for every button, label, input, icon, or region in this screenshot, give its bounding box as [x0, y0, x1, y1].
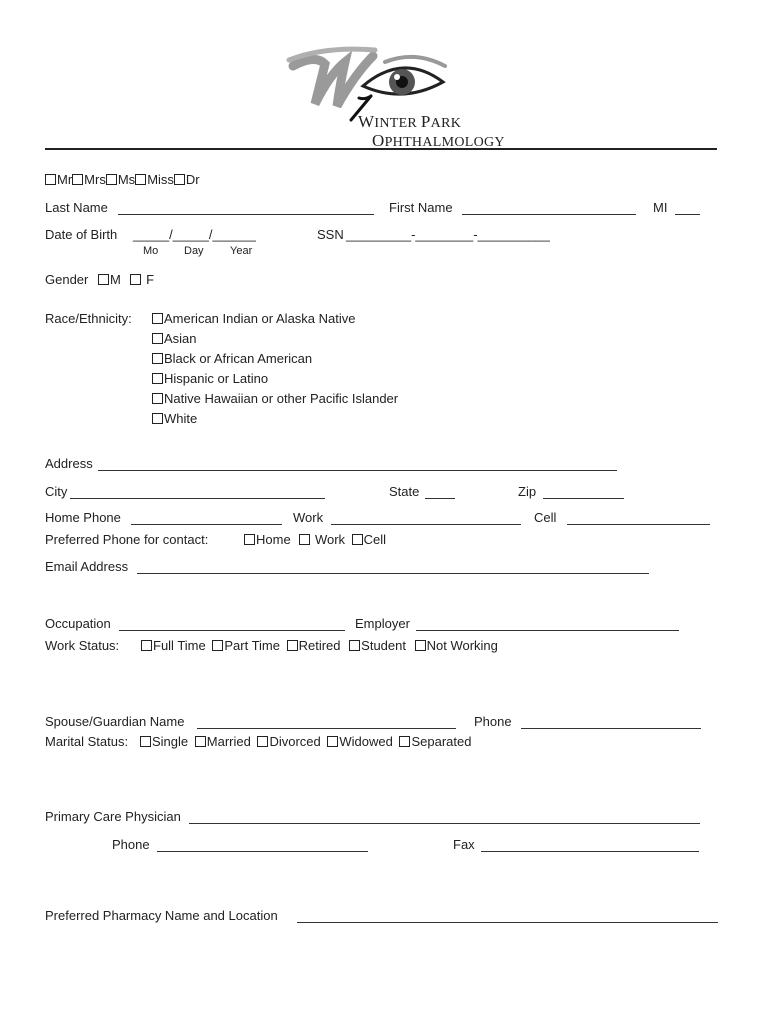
email-field[interactable] — [137, 573, 649, 574]
title-option[interactable]: Mr — [45, 172, 72, 187]
zip-field[interactable] — [543, 498, 624, 499]
home-phone-field[interactable] — [131, 524, 282, 525]
title-option[interactable]: Dr — [174, 172, 200, 187]
logo — [285, 44, 505, 154]
checkbox-icon[interactable] — [415, 640, 426, 651]
race-label: Race/Ethnicity: — [45, 311, 132, 326]
marital-status-options — [140, 734, 471, 749]
title-options — [45, 172, 200, 187]
ssn-field[interactable]: _________-________-__________ — [346, 227, 550, 242]
race-option[interactable]: Hispanic or Latino — [152, 371, 268, 386]
mi-field[interactable] — [675, 214, 700, 215]
city-label: City — [45, 484, 68, 499]
email-label: Email Address — [45, 559, 129, 574]
address-label: Address — [45, 456, 93, 471]
pcp-phone-field[interactable] — [157, 851, 368, 852]
employer-label: Employer — [355, 616, 410, 631]
checkbox-icon[interactable] — [152, 413, 163, 424]
pcp-fax-field[interactable] — [481, 851, 699, 852]
work-status-option[interactable]: Retired — [287, 638, 341, 653]
pcp-field[interactable] — [189, 823, 700, 824]
preferred-phone-option[interactable]: Home — [244, 532, 291, 547]
checkbox-icon[interactable] — [152, 373, 163, 384]
checkbox-icon[interactable] — [152, 333, 163, 344]
cell-phone-field[interactable] — [567, 524, 710, 525]
preferred-phone-options — [244, 532, 386, 547]
checkbox-icon[interactable] — [140, 736, 151, 747]
spouse-label: Spouse/Guardian Name — [45, 714, 185, 729]
marital-option[interactable]: Divorced — [257, 734, 320, 749]
checkbox-icon[interactable] — [299, 534, 310, 545]
work-status-label: Work Status: — [45, 638, 120, 653]
pcp-label: Primary Care Physician — [45, 809, 181, 824]
pcp-fax-label: Fax — [453, 837, 475, 852]
work-status-options — [141, 638, 498, 653]
checkbox-icon[interactable] — [195, 736, 206, 747]
last-name-label: Last Name — [45, 200, 108, 215]
dob-field[interactable]: _____/_____/______ — [133, 227, 256, 242]
last-name-field[interactable] — [118, 214, 374, 215]
title-option[interactable]: Miss — [135, 172, 174, 187]
title-option[interactable]: Mrs — [72, 172, 106, 187]
mi-label: MI — [653, 200, 668, 215]
checkbox-icon[interactable] — [174, 174, 185, 185]
work-phone-field[interactable] — [331, 524, 521, 525]
marital-status-label: Marital Status: — [45, 734, 129, 749]
checkbox-icon[interactable] — [130, 274, 141, 285]
work-status-option[interactable]: Not Working — [415, 638, 498, 653]
checkbox-icon[interactable] — [135, 174, 146, 185]
dob-label: Date of Birth — [45, 227, 118, 242]
checkbox-icon[interactable] — [327, 736, 338, 747]
checkbox-icon[interactable] — [212, 640, 223, 651]
checkbox-icon[interactable] — [349, 640, 360, 651]
checkbox-icon[interactable] — [141, 640, 152, 651]
state-field[interactable] — [425, 498, 455, 499]
dob-day-hint: Day — [184, 245, 204, 257]
checkbox-icon[interactable] — [106, 174, 117, 185]
occupation-field[interactable] — [119, 630, 345, 631]
race-option[interactable]: Black or African American — [152, 351, 312, 366]
marital-option[interactable]: Single — [140, 734, 188, 749]
cell-phone-label: Cell — [534, 510, 557, 525]
preferred-phone-option[interactable]: Cell — [352, 532, 386, 547]
work-status-option[interactable]: Full Time — [141, 638, 206, 653]
first-name-field[interactable] — [462, 214, 636, 215]
marital-option[interactable]: Separated — [399, 734, 471, 749]
race-option[interactable]: White — [152, 411, 197, 426]
spouse-phone-field[interactable] — [521, 728, 701, 729]
logo-line1: WINTER PARK — [358, 112, 462, 131]
ssn-label: SSN — [317, 227, 344, 242]
city-field[interactable] — [70, 498, 325, 499]
gender-option-m[interactable]: M — [98, 272, 121, 287]
checkbox-icon[interactable] — [152, 353, 163, 364]
checkbox-icon[interactable] — [72, 174, 83, 185]
home-phone-label: Home Phone — [45, 510, 121, 525]
marital-option[interactable]: Widowed — [327, 734, 392, 749]
checkbox-icon[interactable] — [152, 393, 163, 404]
pharmacy-label: Preferred Pharmacy Name and Location — [45, 908, 278, 923]
dob-year-hint: Year — [230, 245, 253, 257]
checkbox-icon[interactable] — [287, 640, 298, 651]
checkbox-icon[interactable] — [257, 736, 268, 747]
gender-row — [45, 272, 154, 287]
spouse-phone-label: Phone — [474, 714, 512, 729]
checkbox-icon[interactable] — [98, 274, 109, 285]
first-name-label: First Name — [389, 200, 453, 215]
pcp-phone-label: Phone — [112, 837, 150, 852]
header-divider — [45, 148, 717, 150]
preferred-phone-label: Preferred Phone for contact: — [45, 532, 209, 547]
checkbox-icon[interactable] — [399, 736, 410, 747]
race-option[interactable]: American Indian or Alaska Native — [152, 311, 355, 326]
logo-line2: OPHTHALMOLOGY — [372, 131, 505, 150]
work-status-option[interactable]: Student — [349, 638, 406, 653]
preferred-phone-option[interactable]: Work — [299, 532, 345, 547]
employer-field[interactable] — [416, 630, 679, 631]
zip-label: Zip — [518, 484, 537, 499]
spouse-field[interactable] — [197, 728, 456, 729]
race-option[interactable]: Native Hawaiian or other Pacific Islander — [152, 391, 398, 406]
gender-label: Gender — [45, 272, 89, 287]
race-option[interactable]: Asian — [152, 331, 197, 346]
marital-option[interactable]: Married — [195, 734, 251, 749]
occupation-label: Occupation — [45, 616, 111, 631]
dob-month-hint: Mo — [143, 245, 159, 257]
work-status-option[interactable]: Part Time — [212, 638, 280, 653]
address-field[interactable] — [98, 470, 617, 471]
checkbox-icon[interactable] — [244, 534, 255, 545]
checkbox-icon[interactable] — [352, 534, 363, 545]
work-phone-label: Work — [293, 510, 324, 525]
gender-option-f[interactable]: F — [130, 272, 154, 287]
checkbox-icon[interactable] — [45, 174, 56, 185]
title-option[interactable]: Ms — [106, 172, 135, 187]
state-label: State — [389, 484, 420, 499]
pharmacy-field[interactable] — [297, 922, 718, 923]
checkbox-icon[interactable] — [152, 313, 163, 324]
